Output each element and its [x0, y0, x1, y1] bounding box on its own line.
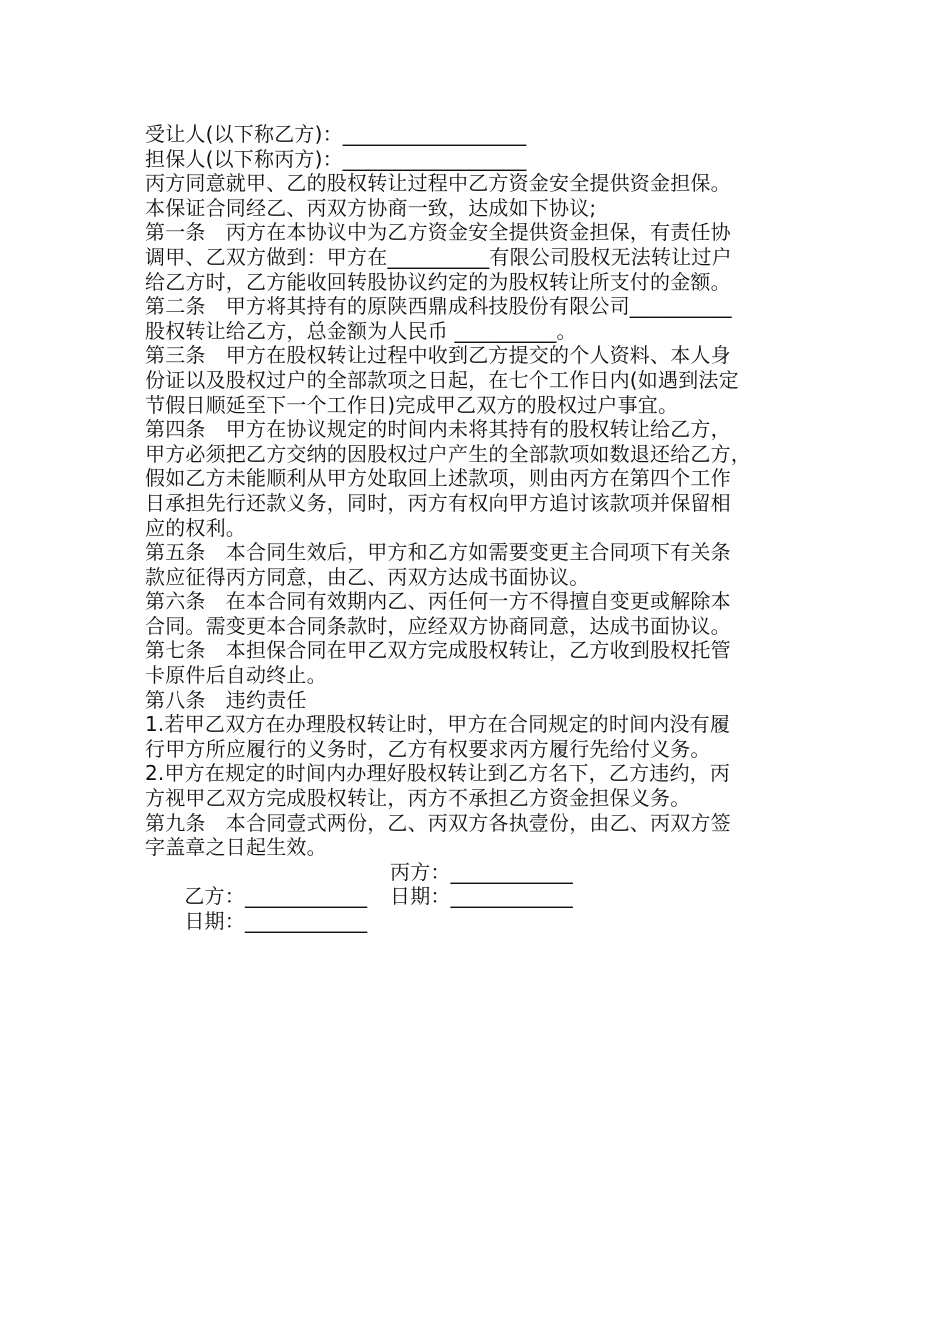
article-6-line: 第六条 在本合同有效期内乙、丙任何一方不得擅自变更或解除本	[145, 589, 731, 614]
article-9-line: 第九条 本合同壹式两份，乙、丙双方各执壹份，由乙、丙双方签	[145, 810, 731, 835]
article-1-line: 调甲、乙双方做到：甲方在__________有限公司股权无法转让过户	[145, 244, 732, 269]
article-4-line: 日承担先行还款义务，同时，丙方有权向甲方追讨该款项并保留相	[145, 490, 731, 515]
transferee-line: 受让人(以下称乙方)：__________________	[145, 122, 527, 146]
article-9-line: 字盖章之日起生效。	[145, 835, 327, 860]
article-4-line: 甲方必须把乙方交纳的因股权过户产生的全部款项如数退还给乙方，	[145, 441, 751, 466]
party-b-signature: 乙方：____________	[184, 884, 368, 909]
party-c-signature: 丙方：____________	[390, 859, 573, 884]
article-7-line: 卡原件后自动终止。	[145, 663, 327, 688]
article-2-line: 第二条 甲方将其持有的原陕西鼎成科技股份有限公司__________	[145, 294, 732, 319]
article-8-item-1: 1.若甲乙双方在办理股权转让时，甲方在合同规定的时间内没有履	[145, 712, 731, 737]
article-1-line: 第一条 丙方在本协议中为乙方资金安全提供资金担保，有责任协	[145, 220, 731, 245]
article-4-line: 第四条 甲方在协议规定的时间内未将其持有的股权转让给乙方，	[145, 417, 731, 442]
article-3-line: 节假日顺延至下一个工作日)完成甲乙双方的股权过户事宜。	[145, 392, 679, 417]
party-c-date: 日期：____________	[390, 884, 573, 909]
document-body	[145, 122, 825, 933]
article-3-line: 第三条 甲方在股权转让过程中收到乙方提交的个人资料、本人身	[145, 343, 731, 368]
article-1-line: 给乙方时，乙方能收回转股协议约定的为股权转让所支付的金额。	[145, 269, 731, 294]
article-5-line: 款应征得丙方同意，由乙、丙双方达成书面协议。	[145, 564, 590, 589]
article-7-line: 第七条 本担保合同在甲乙双方完成股权转让，乙方收到股权托管	[145, 638, 731, 663]
preamble-line: 丙方同意就甲、乙的股权转让过程中乙方资金安全提供资金担保。	[145, 171, 731, 196]
article-4-line: 应的权利。	[145, 515, 246, 540]
article-8-item-2: 2.甲方在规定的时间内办理好股权转让到乙方名下，乙方违约，丙	[145, 761, 731, 786]
article-2-line: 股权转让给乙方，总金额为人民币 __________。	[145, 318, 577, 343]
article-3-line: 份证以及股权过户的全部款项之日起，在七个工作日内(如遇到法定	[145, 367, 739, 392]
article-8-heading: 第八条 违约责任	[145, 687, 307, 712]
article-8-item-2: 方视甲乙双方完成股权转让，丙方不承担乙方资金担保义务。	[145, 786, 691, 811]
article-8-item-1: 行甲方所应履行的义务时，乙方有权要求丙方履行先给付义务。	[145, 736, 711, 761]
guarantor-line: 担保人(以下称丙方)：__________________	[145, 146, 527, 171]
article-5-line: 第五条 本合同生效后，甲方和乙方如需要变更主合同项下有关条	[145, 540, 731, 565]
article-6-line: 合同。需变更本合同条款时，应经双方协商同意，达成书面协议。	[145, 613, 731, 638]
party-b-date: 日期：____________	[184, 909, 368, 933]
preamble-line: 本保证合同经乙、丙双方协商一致，达成如下协议;	[145, 195, 597, 220]
article-4-line: 假如乙方未能顺利从甲方处取回上述款项，则由丙方在第四个工作	[145, 466, 731, 491]
date-row	[145, 884, 825, 933]
